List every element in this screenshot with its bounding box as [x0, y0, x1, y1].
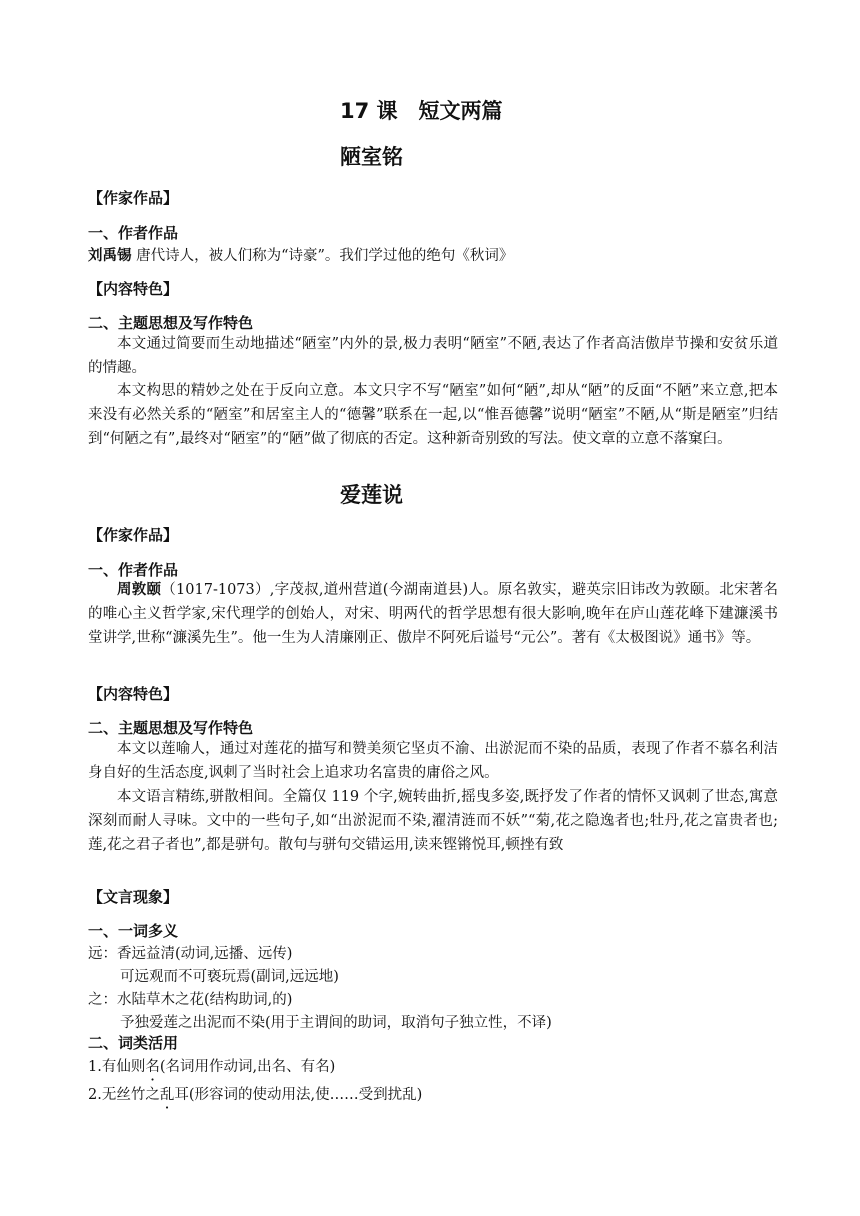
- essay2-title: 爱莲说: [340, 483, 403, 507]
- item2-suffix: 耳(形容词的使动用法,使……受到扰乱): [174, 1087, 423, 1103]
- essay1-para1: 本文通过简要而生动地描述“陋室”内外的景,极力表明“陋室”不陋,表达了作者高洁傲岸节操和安贫乐道的情趣。: [88, 336, 778, 376]
- yuan-example2: 可远观而不可亵玩焉(副词,远远地): [120, 969, 339, 985]
- essay1-title: 陋室铭: [340, 145, 403, 169]
- essay1-author-line: [88, 244, 513, 265]
- item1-prefix: 1.有仙则: [88, 1059, 146, 1075]
- essay1-author-text: 唐代诗人，被人们称为“诗豪”。我们学过他的绝句《秋词》: [131, 248, 514, 264]
- essay1-content-sub: 二、主题思想及写作特色: [88, 314, 254, 332]
- zhi-example2: 予独爱莲之出泥而不染(用于主谓间的助词，取消句子独立性，不译): [120, 1015, 552, 1031]
- word-class-heading: 二、词类活用: [88, 1034, 179, 1052]
- essay2-author-name: 周敦颐: [117, 582, 162, 598]
- essay1-author-heading: 【作家作品】: [88, 189, 179, 207]
- essay2-para1: 本文以莲喻人，通过对莲花的描写和赞美须它坚贞不渝、出淤泥而不染的品质，表现了作者不慕名利洁身自好的生活态度,讽刺了当时社会上追求功名富贵的庸俗之风。: [88, 741, 778, 781]
- essay1-content-heading: 【内容特色】: [88, 280, 179, 298]
- essay2-content-sub: 二、主题思想及写作特色: [88, 719, 254, 737]
- lesson-title: 17 课 短文两篇: [340, 99, 503, 123]
- essay2-author-heading: 【作家作品】: [88, 526, 179, 544]
- essay1-author-name: 刘禹锡: [88, 248, 132, 264]
- yuan-line1: [88, 942, 292, 963]
- essay2-para2: 本文语言精练,骈散相间。全篇仅 119 个字,婉转曲折,摇曳多姿,既抒发了作者的情怀又讽刺了世态,寓意深刻而耐人寻味。文中的一些句子,如“出淤泥而不染,濯清涟而不妖”“菊,花之隐逸者也;牡丹,花之富贵者也;莲,花之君子者也”,都是骈句。散句与骈句交错运用,读来铿锵悦耳,顿挫有致: [88, 789, 778, 853]
- yuan-label: 远：: [88, 946, 117, 962]
- essay2-author-text: （1017-1073）,字茂叔,道州营道(今湖南道县)人。原名敦实，避英宗旧讳改为敦颐。北宋著名的唯心主义哲学家,宋代理学的创始人，对宋、明两代的哲学思想有很大影响,晚年在庐山莲花峰下建濂溪书堂讲学,世称“濂溪先生”。他一生为人清廉刚正、傲岸不阿死后谥号“元公”。著有《太极图说》通书》等。: [88, 582, 779, 646]
- yuan-example1: 香远益清(动词,远播、远传): [117, 946, 293, 962]
- item2-prefix: 2.无丝竹之: [88, 1087, 160, 1103]
- zhi-label: 之：: [88, 992, 117, 1008]
- essay1-author-sub: 一、作者作品: [88, 224, 179, 242]
- essay1-para2: 本文构思的精妙之处在于反向立意。本文只字不写“陋室”如何“陋”,却从“陋”的反面“不陋”来立意,把本来没有必然关系的“陋室”和居室主人的“德馨”联系在一起,以“惟吾德馨”说明“陋室”不陋,从“斯是陋室”归结到“何陋之有”,最终对“陋室”的“陋”做了彻底的否定。这种新奇别致的写法。使文章的立意不落窠臼。: [88, 383, 778, 447]
- item1-suffix: (名词用作动词,出名、有名): [159, 1059, 336, 1075]
- zhi-example1: 水陆草木之花(结构助词,的): [117, 992, 293, 1008]
- zhi-line1: [88, 988, 292, 1009]
- polysemy-heading: 一、一词多义: [88, 922, 179, 940]
- word-class-item2: [88, 1083, 422, 1104]
- essay2-content-heading: 【内容特色】: [88, 685, 179, 703]
- word-class-item1: [88, 1055, 335, 1076]
- essay2-author-sub: 一、作者作品: [88, 561, 179, 579]
- item2-emphasis: 乱: [159, 1087, 175, 1103]
- classical-heading: 【文言现象】: [88, 888, 179, 906]
- essay2-author-para: [88, 578, 778, 650]
- item1-emphasis: 名: [145, 1059, 160, 1075]
